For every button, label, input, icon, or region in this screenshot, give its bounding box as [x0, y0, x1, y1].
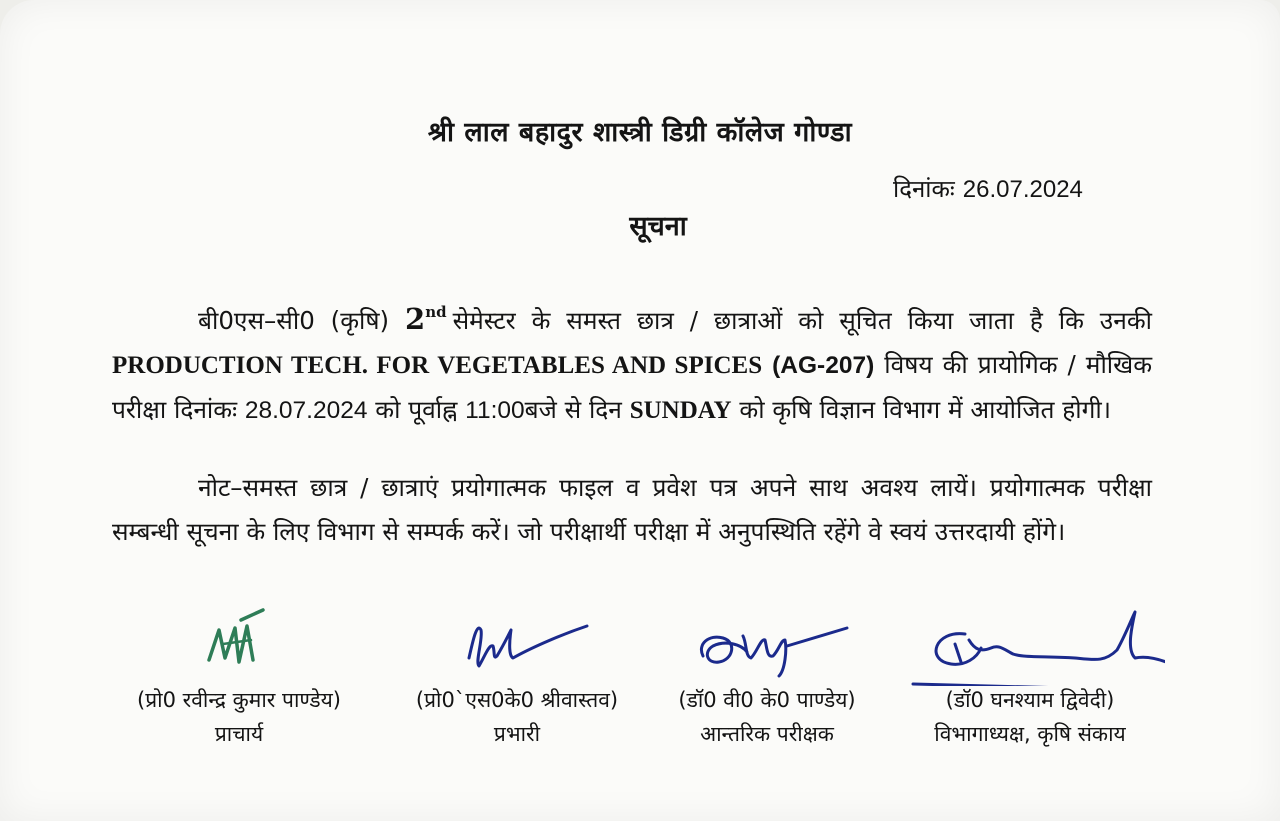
signatory-principal	[104, 600, 374, 748]
semester-number: 2	[405, 302, 426, 336]
p1-part4: को पूर्वाह्न	[375, 395, 458, 424]
p1-part6: को कृषि विज्ञान विभाग में आयोजित होगी।	[739, 395, 1112, 424]
subject-code: (AG-207)	[772, 352, 875, 379]
notice-title: सूचना	[629, 211, 687, 242]
date-label: दिनांकः	[893, 175, 955, 203]
signatory-role: प्राचार्य	[214, 722, 264, 746]
signatory-name: (प्रो0`एस0के0 श्रीवास्तव)	[415, 688, 619, 712]
signatory-name: (प्रो0 रवीन्द्र कुमार पाण्डेय)	[137, 688, 341, 712]
signatory-role: विभागाध्यक्ष, कृषि संकाय	[934, 722, 1126, 746]
signature-incharge	[417, 600, 617, 686]
p1-part5: बजे से दिन	[524, 395, 622, 424]
signature-head-of-department	[895, 600, 1165, 686]
signatory-name: (डॉ0 वी0 के0 पाण्डेय)	[678, 688, 856, 712]
signatory-role: प्रभारी	[493, 722, 541, 746]
semester-suffix: nd	[425, 303, 447, 321]
signatory-name: (डॉ0 घनश्याम द्विवेदी)	[945, 688, 1115, 712]
signatory-head-of-department	[895, 600, 1165, 748]
exam-date: 28.07.2024	[244, 397, 368, 424]
p1-part3: विषय की प्रायोगिक / मौखिक परीक्षा दिनांकः	[112, 350, 1153, 424]
signatory-incharge	[382, 600, 652, 748]
signatory-internal-examiner	[652, 600, 882, 748]
exam-day: SUNDAY	[629, 397, 732, 424]
exam-time: 11:00	[465, 397, 525, 424]
p1-part1: बी0एस–सी0 (कृषि)	[198, 306, 390, 335]
p1-part2: सेमेस्टर के समस्त छात्र / छात्राओं को सूचित किया जाता है कि उनकी	[452, 306, 1152, 335]
p2-text: नोट–समस्त छात्र / छात्राएं प्रयोगात्मक फाइल व प्रवेश पत्र अपने साथ अवश्य लायें। प्रयोगात्मक परीक्षा सम्बन्धी सूचना के लिए विभाग से सम्पर्क करें। जो परीक्षार्थी परीक्षा में अनुपस्थिति रहेंगे वे स्वयं उत्तरदायी होंगे।	[112, 473, 1152, 546]
date-value: 26.07.2024	[962, 176, 1083, 203]
notice-date	[893, 172, 1083, 205]
signatory-role: आन्तरिक परीक्षक	[700, 722, 834, 746]
college-name: श्री लाल बहादुर शास्त्री डिग्री कॉलेज गोण्डा	[427, 117, 853, 148]
signature-principal	[179, 600, 299, 686]
notice-paragraph-2	[112, 466, 1152, 554]
subject-name: PRODUCTION TECH. FOR VEGETABLES AND SPICES	[112, 352, 763, 379]
signature-internal-examiner	[667, 600, 867, 686]
notice-paragraph-1	[112, 290, 1152, 433]
